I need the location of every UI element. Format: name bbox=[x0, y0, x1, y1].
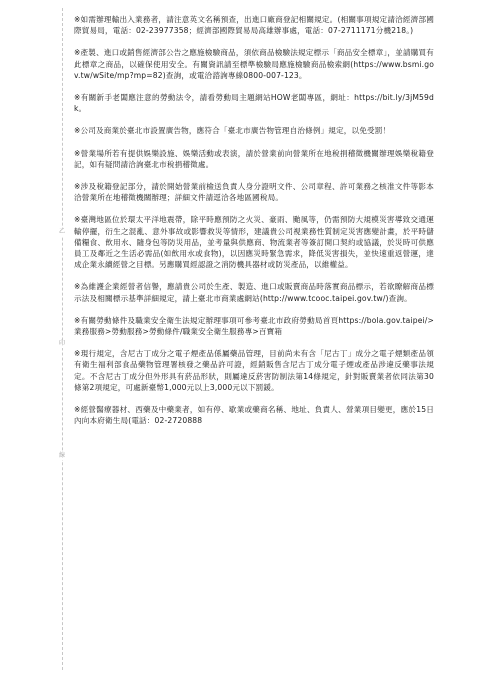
note-e-cigarette: ※現行規定，含尼古丁成分之電子煙產品係屬藥品管理，目前尚未有含「尼古丁」成分之電子煙類產品領有衛生福利部食品藥物管理署核發之藥品許可證，經銷販售含尼古丁成分電子煙或產品涉違反藥事法規定。不含尼古丁成分但外形具有菸品形狀，則屬違反菸害防制法第14條規定，針對販賣業者依同法第30條第2項規定，可處新臺幣1,000元以上3,000元以下罰鍰。 bbox=[74, 349, 434, 392]
note-product-labeling: ※為維護企業經營者信譽，應請貴公司於生產、製造、進口或販賣商品時落實商品標示，若欲瞭解商品標示法及相關標示基準詳細規定，請上臺北市商業處網站(http://www.tcooc.taipei.gov.tw/)查詢。 bbox=[74, 282, 434, 303]
binding-margin-line bbox=[62, 8, 63, 670]
note-entertainment-tax: ※營業場所若有提供娛樂設施、娛樂活動或表演，請於營業前向營業所在地稅捐稽徵機關辦理娛樂稅籍登記，如有疑問請洽詢臺北市稅捐稽徵處。 bbox=[74, 148, 434, 169]
notes-list bbox=[74, 14, 434, 437]
binding-mark-bottom: 線 bbox=[58, 452, 65, 459]
note-tax-registration: ※涉及稅籍登記部分，請於開始營業前檢送負責人身分證明文件、公司章程、許可業務之核准文件等影本洽營業所在地稽徵機關辦理；詳細文件請逕洽各地區國稅局。 bbox=[74, 182, 434, 203]
note-disaster-prevention: ※臺灣地區位於環太平洋地震帶，除平時應預防之火災、豪雨、颱風等，仍需預防大規模災害導致交通運輸停擺，衍生之混亂、意外事故或影響救災等情形，建議貴公司視業務性質制定災害應變計畫，於平時儲備糧食、飲用水、隨身包等防災用品，並考量與供應商、物流業者等簽訂開口契約或協議，於災時可供應員工及鄰近之生活必需品(如飲用水或食物)，以因應災時緊急需求，降低災害損失，並快速重返營運，達成企業永續經營之目標。另應購買經認證之消防機具器材或防災產品，以維權益。 bbox=[74, 215, 434, 270]
note-advertising: ※公司及商業於臺北市設置廣告物，應符合「臺北市廣告物管理自治條例」規定，以免受罰！ bbox=[74, 126, 391, 136]
note-medical-devices: ※經營醫療器材、西藥及中藥業者，如有停、歇業或藥商名稱、地址、負責人、營業項目變更，應於15日內向本府衛生局(電話：02-2720888 bbox=[74, 405, 434, 426]
note-product-inspection: ※產製、進口或銷售經濟部公告之應施檢驗商品，須依商品檢驗法規定標示「商品安全標章」，並請購買有此標章之商品，以確保使用安全。有關資訊請至標準檢驗局應施檢驗商品檢索網(https://www.bsmi.gov.tw/wSite/mp?mp=82)查詢，或電洽諮詢專線0800-007-123。 bbox=[74, 48, 434, 80]
binding-mark-middle: 印 bbox=[58, 340, 65, 347]
note-import-export: ※如需辦理輸出入業務者，請注意英文名稱預查，出進口廠商登記相關規定。(相關事項規定請洽經濟部國際貿易局，電話：02-23977358；經濟部國際貿易局高雄辦事處，電話：07-2711171分機218。) bbox=[74, 15, 434, 36]
note-occupational-safety: ※有關勞動條件及職業安全衛生法規定辦理事項可參考臺北市政府勞動局首頁https://bola.gov.taipei/>業務服務>勞動服務>勞動條件/職業安全衛生服務專>百寶箱 bbox=[74, 315, 434, 337]
binding-mark-top: 乙 bbox=[58, 228, 65, 235]
note-labor-law: ※有關新手老闆應注意的勞動法令，請看勞動局主題網站HOW老闆專區，網址：https://bit.ly/3jM59dk。 bbox=[74, 93, 434, 114]
